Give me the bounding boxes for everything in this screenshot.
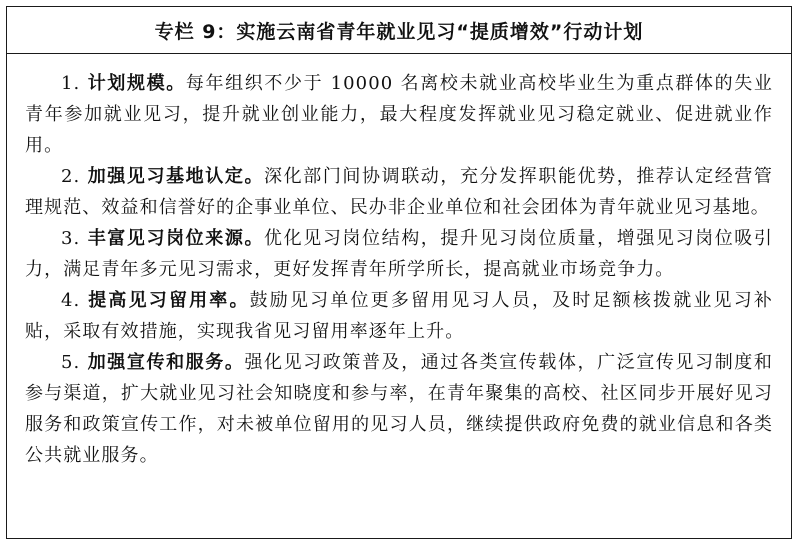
list-item	[25, 285, 773, 347]
column-title: 专栏 9：实施云南省青年就业见习“提质增效”行动计划	[7, 7, 791, 54]
list-item	[25, 223, 773, 285]
item-heading: 加强见习基地认定。	[87, 166, 265, 187]
item-number: 5.	[61, 352, 88, 373]
item-number: 1.	[61, 73, 88, 94]
item-heading: 丰富见习岗位来源。	[87, 228, 265, 249]
list-item	[25, 68, 773, 161]
item-text: 鼓励见习单位更多留用见习人员，及时足额核拨就业见习补贴，采取有效措施，实现我省见习留用率逐年上升。	[25, 290, 773, 342]
item-heading: 提高见习留用率。	[88, 290, 250, 311]
item-heading: 加强宣传和服务。	[87, 352, 245, 373]
list-item	[25, 161, 773, 223]
item-text: 每年组织不少于 10000 名离校未就业高校毕业生为重点群体的失业青年参加就业见习，提升就业创业能力，最大程度发挥就业见习稳定就业、促进就业作用。	[25, 73, 773, 156]
item-text: 优化见习岗位结构，提升见习岗位质量，增强见习岗位吸引力，满足青年多元见习需求，更好发挥青年所学所长，提高就业市场竞争力。	[25, 228, 773, 280]
item-number: 4.	[61, 290, 89, 311]
column-content	[7, 54, 791, 471]
item-number: 2.	[61, 166, 88, 187]
item-text: 深化部门间协调联动，充分发挥职能优势，推荐认定经营管理规范、效益和信誉好的企事业单位、民办非企业单位和社会团体为青年就业见习基地。	[25, 166, 773, 218]
item-text: 强化见习政策普及，通过各类宣传载体，广泛宣传见习制度和参与渠道，扩大就业见习社会知晓度和参与率，在青年聚集的高校、社区同步开展好见习服务和政策宣传工作，对未被单位留用的见习人员，继续提供政府免费的就业信息和各类公共就业服务。	[25, 352, 773, 466]
column-box	[6, 6, 792, 539]
item-number: 3.	[61, 228, 88, 249]
item-heading: 计划规模。	[87, 73, 186, 94]
list-item	[25, 347, 773, 471]
